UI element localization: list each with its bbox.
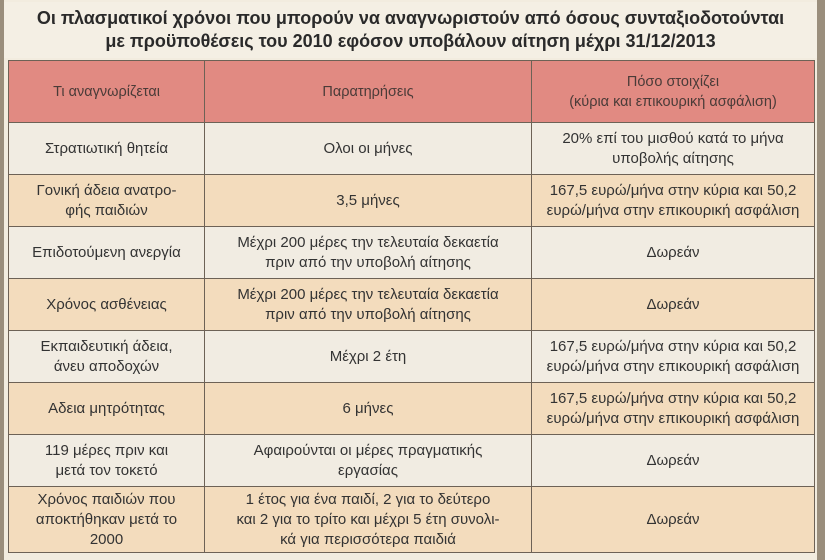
cell-notes-line: Αφαιρούνται οι μέρες πραγματικής [253, 441, 483, 459]
cell-what-line: άνευ αποδοχών [53, 357, 160, 375]
cell-notes [205, 383, 532, 435]
header-notes: Παρατηρήσεις [205, 61, 532, 123]
header-cost [532, 61, 815, 123]
cell-cost-line: ευρώ/μήνα στην επικουρική ασφάλιση [546, 357, 800, 375]
cell-what-line: 119 μέρες πριν και [44, 441, 169, 459]
cell-notes [205, 175, 532, 227]
title-line-1: Οι πλασματικοί χρόνοι που μπορούν να αναγνωριστούν από όσους συνταξιοδοτούνται [36, 8, 785, 28]
cell-notes-line: εργασίας [338, 461, 398, 479]
table-row [9, 227, 815, 279]
cell-cost-line: 167,5 ευρώ/μήνα στην κύρια και 50,2 [549, 337, 797, 355]
cell-cost [532, 435, 815, 487]
table-row [9, 123, 815, 175]
cell-what-line: Αδεια μητρότητας [48, 399, 165, 417]
cell-cost [532, 227, 815, 279]
cell-notes [205, 227, 532, 279]
cell-cost-line: Δωρεάν [646, 295, 700, 313]
table-row [9, 331, 815, 383]
cell-notes [205, 331, 532, 383]
cell-cost-line: Δωρεάν [646, 510, 700, 528]
cell-what-line: Επιδοτούμενη ανεργία [32, 243, 181, 261]
cell-cost [532, 123, 815, 175]
cell-notes [205, 123, 532, 175]
cell-cost [532, 331, 815, 383]
fictitious-time-table [8, 60, 815, 553]
cell-cost-line: ευρώ/μήνα στην επικουρική ασφάλιση [546, 409, 800, 427]
cell-what-line: 2000 [89, 530, 124, 548]
cell-cost-line: 167,5 ευρώ/μήνα στην κύρια και 50,2 [549, 181, 797, 199]
cell-what [9, 175, 205, 227]
header-what: Τι αναγνωρίζεται [9, 61, 205, 123]
cell-cost-line: 167,5 ευρώ/μήνα στην κύρια και 50,2 [549, 389, 797, 407]
cell-notes-line: 6 μήνες [342, 399, 394, 417]
table-row [9, 175, 815, 227]
cell-notes-line: πριν από την υποβολή αίτησης [265, 253, 471, 271]
cell-notes-line: κά για περισσότερα παιδιά [280, 530, 456, 548]
cell-cost [532, 175, 815, 227]
cell-notes-line: 3,5 μήνες [336, 191, 400, 209]
table-row [9, 435, 815, 487]
cell-what [9, 123, 205, 175]
cell-cost-line: 20% επί του μισθού κατά το μήνα [562, 129, 784, 147]
cell-what [9, 331, 205, 383]
cell-cost [532, 487, 815, 553]
cell-what [9, 279, 205, 331]
cell-notes-line: Ολοι οι μήνες [323, 139, 413, 157]
cell-cost-line: Δωρεάν [646, 243, 700, 261]
table-row [9, 487, 815, 553]
cell-notes-line: Μέχρι 200 μέρες την τελευταία δεκαετία [237, 233, 499, 251]
cell-notes-line: 1 έτος για ένα παιδί, 2 για το δεύτερο [245, 490, 491, 508]
table-title [4, 2, 817, 58]
cell-what-line: Στρατιωτική θητεία [44, 139, 168, 157]
cell-what-line: Εκπαιδευτική άδεια, [40, 337, 173, 355]
cell-what [9, 227, 205, 279]
cell-cost-line: ευρώ/μήνα στην επικουρική ασφάλιση [546, 201, 800, 219]
cell-notes [205, 435, 532, 487]
cell-what-line: μετά τον τοκετό [55, 461, 158, 479]
cell-what [9, 383, 205, 435]
cell-notes [205, 279, 532, 331]
cell-notes-line: Μέχρι 2 έτη [329, 347, 407, 365]
cell-what [9, 487, 205, 553]
cell-what-line: Γονική άδεια ανατρο- [36, 181, 177, 199]
table-body [9, 123, 815, 553]
cell-cost-line: Δωρεάν [646, 451, 700, 469]
page [4, 0, 817, 560]
title-line-2: με προϋποθέσεις του 2010 εφόσον υποβάλουν αίτηση μέχρι 31/12/2013 [105, 31, 716, 51]
header-cost-line-1: Πόσο στοιχίζει [626, 73, 720, 90]
header-row [9, 61, 815, 123]
header-cost-line-2: (κύρια και επικουρική ασφάλιση) [569, 93, 777, 110]
cell-notes-line: Μέχρι 200 μέρες την τελευταία δεκαετία [237, 285, 499, 303]
cell-notes-line: πριν από την υποβολή αίτησης [265, 305, 471, 323]
cell-what-line: φής παιδιών [65, 201, 148, 219]
cell-what [9, 435, 205, 487]
table-row [9, 279, 815, 331]
cell-what-line: Χρόνος ασθένειας [46, 295, 167, 313]
cell-cost-line: υποβολής αίτησης [612, 149, 734, 167]
table-row [9, 383, 815, 435]
cell-notes [205, 487, 532, 553]
cell-what-line: αποκτήθηκαν μετά το [35, 510, 178, 528]
cell-cost [532, 383, 815, 435]
cell-cost [532, 279, 815, 331]
cell-notes-line: και 2 για το τρίτο και μέχρι 5 έτη συνολι- [236, 510, 500, 528]
cell-what-line: Χρόνος παιδιών που [37, 490, 176, 508]
